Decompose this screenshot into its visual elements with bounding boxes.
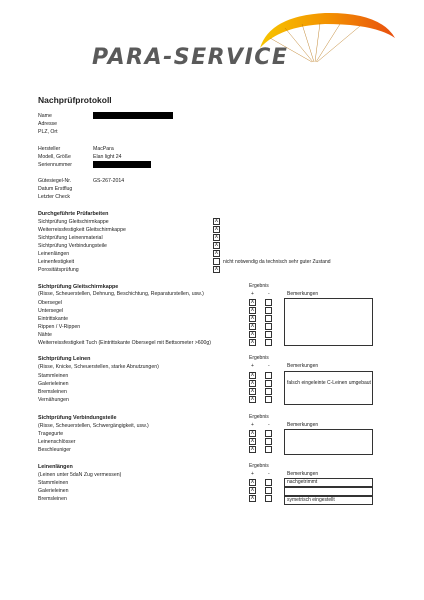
- result-plus-checkbox[interactable]: X: [250, 372, 255, 378]
- plus-label: +: [251, 471, 254, 477]
- result-plus-checkbox[interactable]: X: [250, 339, 255, 345]
- result-minus-checkbox[interactable]: [265, 438, 272, 445]
- result-minus-checkbox[interactable]: [265, 299, 272, 306]
- address-label: Adresse: [38, 121, 58, 127]
- model-label: Modell, Größe: [38, 154, 71, 160]
- result-heading: Ergebnis: [249, 283, 269, 289]
- section-heading: Leinenlängen: [38, 464, 73, 470]
- performed-checkbox[interactable]: X: [214, 226, 219, 232]
- seal-value: GS-267-2014: [93, 178, 125, 184]
- result-plus-checkbox[interactable]: X: [250, 307, 255, 313]
- result-heading: Ergebnis: [249, 463, 269, 469]
- remarks-label: Bemerkungen: [287, 363, 319, 369]
- section-item: Untersegel: [38, 308, 64, 314]
- last-check-label: Letzter Check: [38, 194, 71, 200]
- remarks-text: nachgetrimmt: [287, 479, 318, 485]
- result-minus-checkbox[interactable]: [265, 446, 272, 453]
- remarks-label: Bemerkungen: [287, 422, 319, 428]
- plus-label: +: [251, 422, 254, 428]
- result-minus-checkbox[interactable]: [265, 372, 272, 379]
- performed-item: Sichtprüfung Gleitschirmkappe: [38, 219, 109, 225]
- section-item: Bremsleinen: [38, 496, 67, 502]
- section-item: Eintrittskante: [38, 316, 68, 322]
- manufacturer-value: MacPara: [93, 146, 114, 152]
- plus-label: +: [251, 291, 254, 297]
- result-plus-checkbox[interactable]: X: [250, 438, 255, 444]
- section-item: Bremsleinen: [38, 389, 67, 395]
- minus-label: -: [268, 471, 270, 477]
- result-plus-checkbox[interactable]: X: [250, 446, 255, 452]
- performed-item: Leinenfestigkeit: [38, 259, 75, 265]
- result-plus-checkbox[interactable]: X: [250, 430, 255, 436]
- performed-item: Porositätsprüfung: [38, 267, 79, 273]
- section-heading: Sichtprüfung Verbindungsteile: [38, 415, 117, 421]
- remarks-box[interactable]: [284, 298, 373, 346]
- manufacturer-label: Hersteller: [38, 146, 61, 152]
- result-plus-checkbox[interactable]: X: [250, 380, 255, 386]
- serial-label: Seriennummer: [38, 162, 73, 168]
- result-plus-checkbox[interactable]: X: [250, 388, 255, 394]
- section-item: Galerieleinen: [38, 381, 69, 387]
- result-minus-checkbox[interactable]: [265, 479, 272, 486]
- result-heading: Ergebnis: [249, 414, 269, 420]
- result-minus-checkbox[interactable]: [265, 430, 272, 437]
- result-plus-checkbox[interactable]: X: [250, 323, 255, 329]
- remarks-box[interactable]: [284, 371, 373, 405]
- performed-item: Leinenlängen: [38, 251, 70, 257]
- seal-label: Gütesiegel-Nr.: [38, 178, 72, 184]
- section-item: Vernähungen: [38, 397, 69, 403]
- minus-label: -: [268, 363, 270, 369]
- model-value: Elan light 24: [93, 154, 122, 160]
- result-minus-checkbox[interactable]: [265, 331, 272, 338]
- remarks-box[interactable]: [284, 429, 373, 455]
- result-plus-checkbox[interactable]: X: [250, 315, 255, 321]
- result-minus-checkbox[interactable]: [265, 487, 272, 494]
- zip-city-label: PLZ, Ort: [38, 129, 58, 135]
- result-minus-checkbox[interactable]: [265, 315, 272, 322]
- remarks-box[interactable]: [284, 487, 373, 496]
- minus-label: -: [268, 291, 270, 297]
- result-minus-checkbox[interactable]: [265, 323, 272, 330]
- section-item: Beschleuniger: [38, 447, 71, 453]
- section-item: Obersegel: [38, 300, 62, 306]
- section-subtitle: (Risse, Scheuerstellen, Schwergängigkeit, usw.): [38, 423, 149, 429]
- section-heading: Sichtprüfung Gleitschirmkappe: [38, 284, 119, 290]
- performed-checkbox[interactable]: X: [214, 266, 219, 272]
- section-item: Galerieleinen: [38, 488, 69, 494]
- section-item: Stammleinen: [38, 373, 69, 379]
- performed-checkbox[interactable]: X: [214, 218, 219, 224]
- section-item: Rippen / V-Rippen: [38, 324, 81, 330]
- section-subtitle: (Risse, Scheuerstellen, Dehnung, Beschichtung, Reparaturstellen, usw.): [38, 291, 204, 297]
- remarks-text: falsch eingeleinte C-Leinen umgebaut: [287, 380, 371, 386]
- result-minus-checkbox[interactable]: [265, 339, 272, 346]
- performed-note: nicht notwendig da technisch sehr guter Zustand: [223, 259, 331, 265]
- performed-item: Sichtprüfung Verbindungsteile: [38, 243, 107, 249]
- performed-checkbox[interactable]: X: [214, 250, 219, 256]
- section-item: Tragegurte: [38, 431, 64, 437]
- section-heading: Sichtprüfung Leinen: [38, 356, 91, 362]
- remarks-text: symetrisch eingestellt: [287, 497, 335, 503]
- result-minus-checkbox[interactable]: [265, 307, 272, 314]
- performed-item: Sichtprüfung Leinenmaterial: [38, 235, 103, 241]
- brand-logo-text: PARA-SERVICE: [92, 45, 289, 70]
- performed-heading: Durchgeführte Prüfarbeiten: [38, 211, 109, 217]
- result-minus-checkbox[interactable]: [265, 388, 272, 395]
- result-plus-checkbox[interactable]: X: [250, 331, 255, 337]
- result-plus-checkbox[interactable]: X: [250, 299, 255, 305]
- result-plus-checkbox[interactable]: X: [250, 495, 255, 501]
- section-item: Nähte: [38, 332, 52, 338]
- page-title: Nachprüfprotokoll: [38, 95, 112, 105]
- section-subtitle: (Leinen unter 5daN Zug vermessen): [38, 472, 122, 478]
- plus-label: +: [251, 363, 254, 369]
- result-minus-checkbox[interactable]: [265, 396, 272, 403]
- section-item: Stammleinen: [38, 480, 69, 486]
- result-heading: Ergebnis: [249, 355, 269, 361]
- result-plus-checkbox[interactable]: X: [250, 479, 255, 485]
- performed-item: Weiterreissfestigkeit Gleitschirmkappe: [38, 227, 126, 233]
- redacted-serial: [93, 161, 151, 168]
- remarks-label: Bemerkungen: [287, 291, 319, 297]
- minus-label: -: [268, 422, 270, 428]
- name-label: Name: [38, 113, 52, 119]
- section-item: Weiterreissfestigkeit Tuch (Eintrittskante Obersegel mit Bettsometer >600g): [38, 340, 212, 346]
- result-minus-checkbox[interactable]: [265, 495, 272, 502]
- section-subtitle: (Risse, Knicke, Scheuerstellen, starke Abnutzungen): [38, 364, 159, 370]
- performed-checkbox[interactable]: [213, 258, 220, 265]
- result-minus-checkbox[interactable]: [265, 380, 272, 387]
- performed-checkbox[interactable]: X: [214, 234, 219, 240]
- first-flight-label: Datum Erstflug: [38, 186, 73, 192]
- result-plus-checkbox[interactable]: X: [250, 487, 255, 493]
- result-plus-checkbox[interactable]: X: [250, 396, 255, 402]
- section-item: Leinenschlösser: [38, 439, 76, 445]
- redacted-name: [93, 112, 173, 119]
- remarks-label: Bemerkungen: [287, 471, 319, 477]
- performed-checkbox[interactable]: X: [214, 242, 219, 248]
